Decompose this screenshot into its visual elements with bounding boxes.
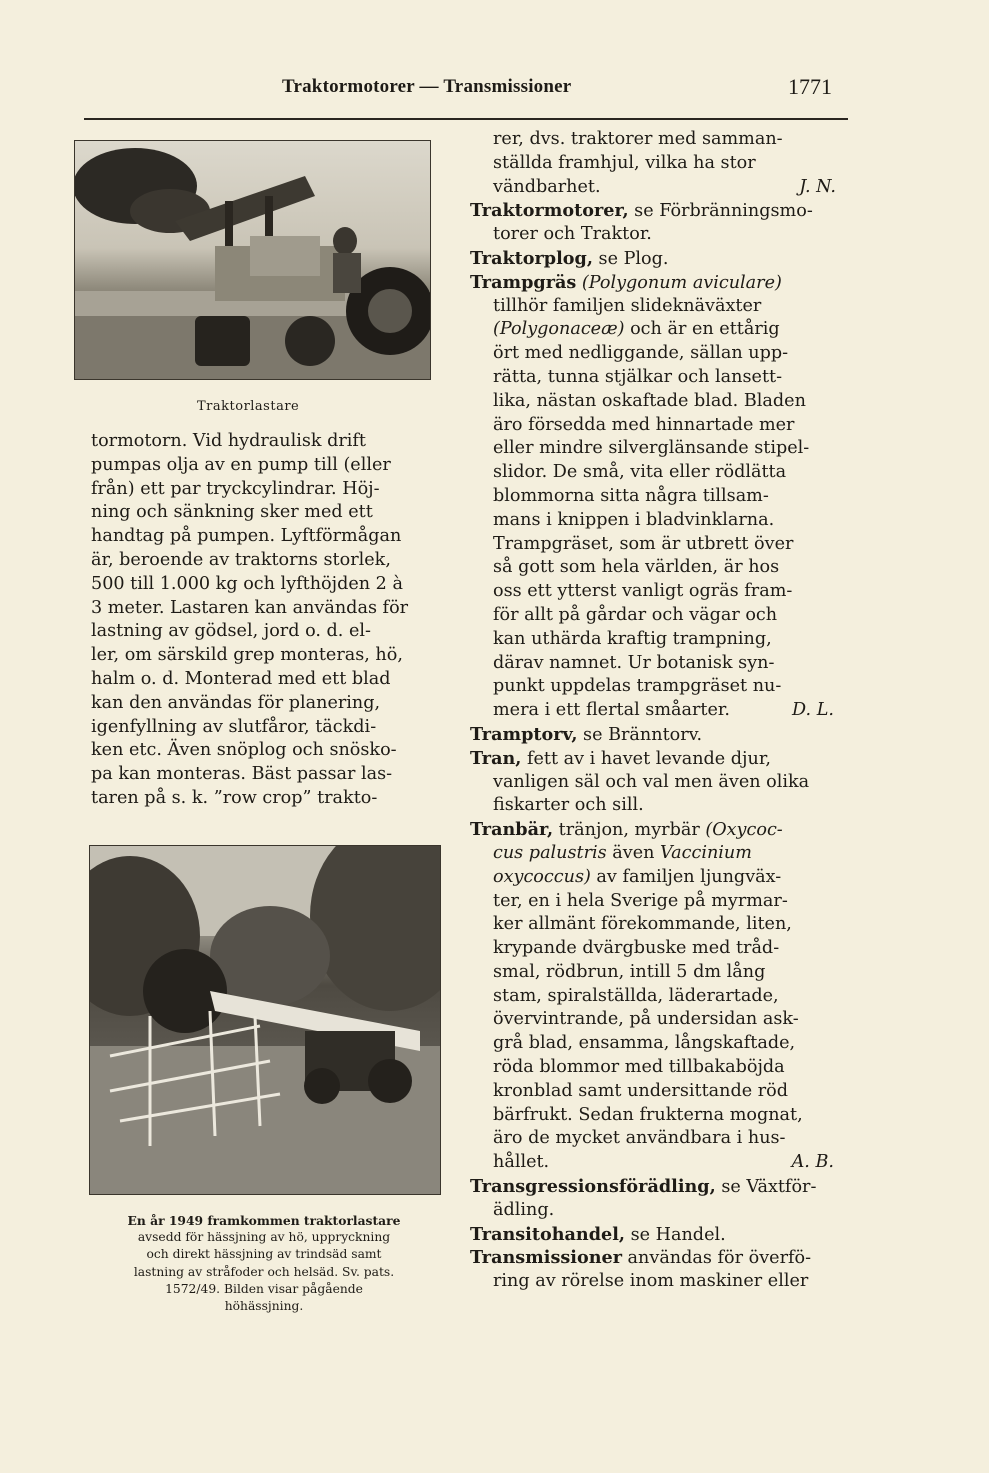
- latin-name: (Oxycoc-: [705, 820, 783, 841]
- text-line: rätta, tunna stjälkar och lansett-: [493, 366, 783, 387]
- author-signature: A. B.: [791, 1152, 834, 1173]
- text-line: [470, 842, 842, 866]
- entry-traktorplog: [470, 247, 842, 271]
- author-signature: J. N.: [799, 176, 836, 197]
- text-line: handtag på pumpen. Lyftförmågan: [91, 526, 402, 547]
- text-line: oss ett ytterst vanligt ogräs fram-: [493, 581, 793, 602]
- text-line: stam, spiralställda, läderartade,: [493, 985, 779, 1006]
- text-span: vändbarhet.: [493, 176, 601, 197]
- text-line: torer och Traktor.: [493, 224, 652, 245]
- figure-caption-traktorlastare: Traktorlastare: [197, 399, 300, 414]
- page-number: 1771: [788, 74, 832, 99]
- text-line: lastning av gödsel, jord o. d. el-: [91, 621, 371, 642]
- text-line: för allt på gårdar och vägar och: [493, 604, 778, 625]
- text-line: så gott som hela världen, är hos: [493, 557, 780, 578]
- text-line: därav namnet. Ur botanisk syn-: [493, 652, 775, 673]
- text-line: pa kan monteras. Bäst passar las-: [91, 764, 393, 785]
- entry-tranbar: [470, 818, 842, 842]
- text-line: kronblad samt undersittande röd: [493, 1080, 788, 1101]
- entry-transgressionsforadling: [470, 1175, 842, 1199]
- entry-headword: Trampgräs: [470, 271, 577, 293]
- hay-loader-photo: [89, 845, 441, 1195]
- text-line: tillhör familjen slideknäväxter: [493, 295, 762, 316]
- left-column-text: [91, 430, 408, 811]
- entry-text: användas för överfö-: [621, 1248, 812, 1269]
- entry-text: se Handel.: [625, 1224, 726, 1245]
- text-line: ört med nedliggande, sällan upp-: [493, 343, 789, 364]
- text-line: ken etc. Även snöplog och snösko-: [91, 740, 397, 761]
- text-line: från) ett par tryckcylindrar. Höj-: [91, 478, 380, 499]
- text-line: tormotorn. Vid hydraulisk drift: [91, 431, 366, 451]
- caption-line-bold: En år 1949 framkommen traktorlastare: [127, 1213, 401, 1228]
- latin-name: (Polygonaceæ): [493, 319, 625, 340]
- entry-transmissioner: [470, 1246, 842, 1270]
- text-line: ning och sänkning sker med ett: [91, 502, 373, 523]
- text-line: äro de mycket användbara i hus-: [493, 1128, 786, 1149]
- caption-line: avsedd för hässjning av hö, uppryckning: [137, 1230, 391, 1245]
- text-line: 3 meter. Lastaren kan användas för: [91, 597, 409, 618]
- text-line: ter, en i hela Sverige på myrmar-: [493, 890, 788, 911]
- text-line: slidor. De små, vita eller rödlätta: [493, 462, 787, 483]
- text-line: mans i knippen i bladvinklarna.: [493, 509, 775, 530]
- text-line: bärfrukt. Sedan frukterna mognat,: [493, 1104, 803, 1125]
- header-rule: [84, 118, 848, 120]
- text-line: rer, dvs. traktorer med samman-: [493, 129, 783, 149]
- latin-name: Vaccinium: [660, 842, 752, 863]
- caption-line: lastning av stråfoder och helsäd. Sv. pats.: [133, 1264, 395, 1279]
- text-line: [470, 699, 842, 723]
- entry-text: se Förbränningsmo-: [628, 201, 813, 222]
- latin-name: cus palustris: [493, 842, 607, 863]
- text-line: kan den användas för planering,: [91, 692, 381, 713]
- text-line: smal, rödbrun, intill 5 dm lång: [493, 961, 766, 982]
- text-line: [470, 176, 842, 200]
- text-line: Trampgräset, som är utbrett över: [493, 533, 794, 554]
- text-span: av familjen ljungväx-: [590, 866, 782, 887]
- latin-name: (Polygonum aviculare): [576, 272, 782, 293]
- text-line: äro försedda med hinnartade mer: [493, 414, 795, 435]
- entry-trampgras: [470, 271, 842, 295]
- tractor-loader-illustration: [75, 141, 430, 379]
- text-line: grå blad, ensamma, långskaftade,: [493, 1033, 796, 1054]
- entry-transitohandel: [470, 1223, 842, 1247]
- entry-text: fett av i havet levande djur,: [521, 748, 771, 769]
- text-line: ställda framhjul, vilka ha stor: [493, 152, 756, 173]
- text-line: ler, om särskild grep monteras, hö,: [91, 645, 403, 666]
- text-span: även: [606, 842, 661, 863]
- text-line: fiskarter och sill.: [493, 795, 644, 816]
- text-span: hållet.: [493, 1152, 550, 1173]
- text-line: övervintrande, på undersidan ask-: [493, 1009, 799, 1030]
- text-line: lika, nästan oskaftade blad. Bladen: [493, 390, 806, 411]
- text-line: punkt uppdelas trampgräset nu-: [493, 676, 782, 697]
- caption-line: och direkt hässjning av trindsäd samt: [146, 1247, 382, 1262]
- latin-name: oxycoccus): [493, 866, 591, 887]
- text-span: mera i ett flertal småarter.: [493, 700, 730, 721]
- author-signature: D. L.: [792, 700, 834, 721]
- running-header: Traktormotorer — Transmissioner: [282, 76, 572, 97]
- text-line: pumpas olja av en pump till (eller: [91, 454, 391, 475]
- text-line: kan uthärda kraftig trampning,: [493, 628, 772, 649]
- entry-text: se Plog.: [592, 248, 669, 269]
- figure-caption-hassjning: [89, 1212, 439, 1315]
- text-line: eller mindre silverglänsande stipel-: [493, 438, 810, 459]
- entry-tramptorv: [470, 723, 842, 747]
- text-line: ring av rörelse inom maskiner eller: [493, 1271, 809, 1292]
- entry-headword: Transitohandel,: [470, 1223, 626, 1245]
- entry-text: se Växtför-: [715, 1177, 817, 1198]
- text-line: halm o. d. Monterad med ett blad: [91, 668, 391, 689]
- caption-line: 1572/49. Bilden visar pågående: [165, 1281, 363, 1296]
- entry-headword: Tranbär,: [470, 819, 554, 841]
- text-line: vanligen säl och val men även olika: [493, 771, 810, 792]
- entry-headword: Traktormotorer,: [470, 200, 629, 222]
- text-line: är, beroende av traktorns storlek,: [91, 549, 391, 570]
- entry-headword: Traktorplog,: [470, 247, 593, 269]
- text-line: [470, 1151, 842, 1175]
- entry-headword: Tran,: [470, 747, 522, 769]
- entry-tran: [470, 747, 842, 771]
- caption-line: höhässjning.: [224, 1299, 304, 1314]
- text-span: och är en ettårig: [624, 319, 780, 340]
- hay-loader-illustration: [90, 846, 440, 1194]
- entry-traktormotorer: [470, 199, 842, 223]
- text-line: röda blommor med tillbakaböjda: [493, 1057, 785, 1078]
- entry-headword: Transmissioner: [470, 1247, 622, 1269]
- tractor-loader-photo: [74, 140, 431, 380]
- text-line: [470, 866, 842, 890]
- entry-headword: Tramptorv,: [470, 723, 578, 745]
- right-column-text: [470, 128, 842, 1294]
- text-line: blommorna sitta några tillsam-: [493, 485, 769, 506]
- entry-text: se Bränntorv.: [577, 724, 703, 745]
- text-line: ädling.: [493, 1199, 555, 1220]
- text-line: taren på s. k. ”row crop” trakto-: [91, 787, 378, 808]
- text-line: 500 till 1.000 kg och lyfthöjden 2 à: [91, 573, 403, 594]
- text-line: krypande dvärgbuske med tråd-: [493, 938, 780, 959]
- entry-text: tränjon, myrbär: [553, 820, 706, 841]
- text-line: [470, 318, 842, 342]
- entry-headword: Transgressionsförädling,: [470, 1176, 716, 1198]
- text-line: igenfyllning av slutfåror, täckdi-: [91, 716, 377, 737]
- text-line: ker allmänt förekommande, liten,: [493, 914, 792, 935]
